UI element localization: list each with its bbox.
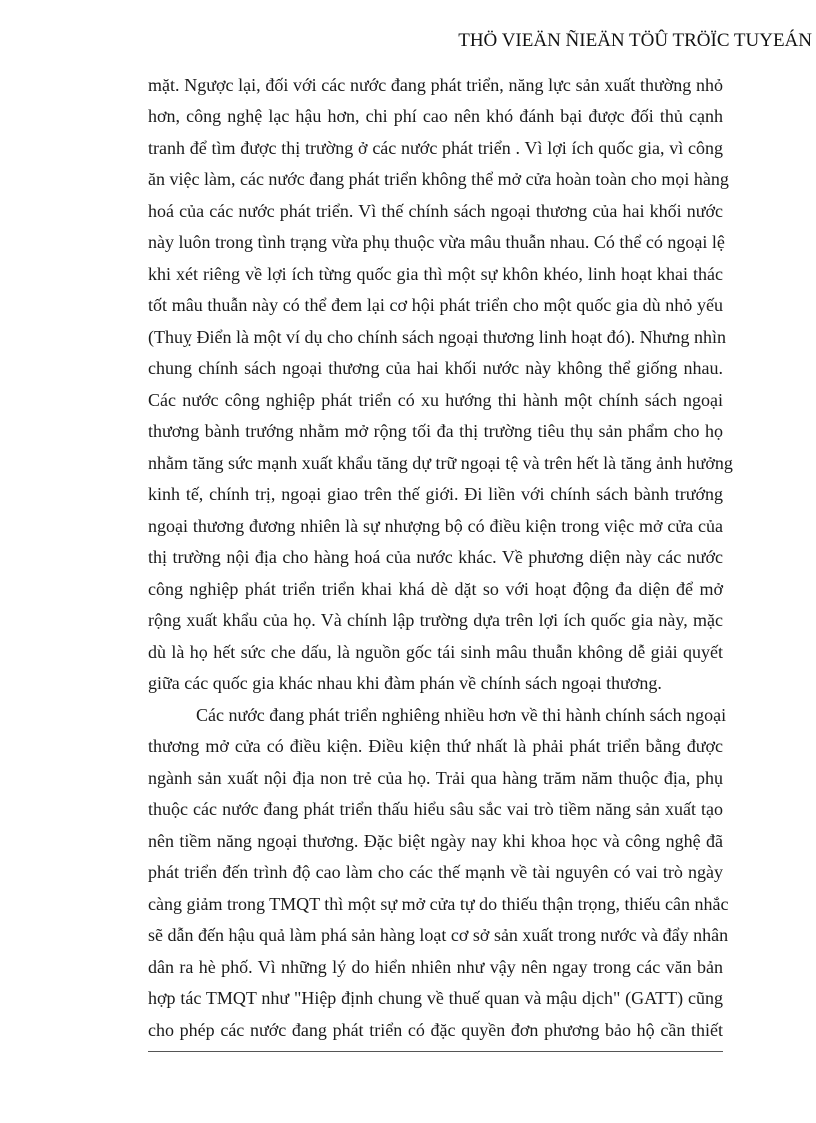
text-line: này luôn trong tình trạng vừa phụ thuộc vừa mâu thuẫn nhau. Có thể có ngoại lệ <box>148 232 725 252</box>
text-line-indent: Các nước đang phát triển nghiêng nhiều hơn về thi hành chính sách ngoại <box>196 705 727 725</box>
text-line: sẽ dẫn đến hậu quả làm phá sản hàng loạt cơ sở sản xuất trong nước và đẩy nhân <box>148 925 729 945</box>
text-line: nên tiềm năng ngoại thương. Đặc biệt ngày nay khi khoa học và công nghệ đã <box>148 831 723 851</box>
text-line: kinh tế, chính trị, ngoại giao trên thế giới. Đi liền với chính sách bành trướng <box>148 484 723 504</box>
text-line: dù là họ hết sức che dấu, là nguồn gốc tái sinh mâu thuẫn không dễ giải quyết <box>148 642 723 662</box>
text-line: Các nước công nghiệp phát triển có xu hướng thi hành một chính sách ngoại <box>148 390 723 410</box>
text-line: hợp tác TMQT như "Hiệp định chung về thuế quan và mậu dịch" (GATT) cũng <box>148 988 723 1008</box>
text-line: khi xét riêng về lợi ích từng quốc gia thì một sự khôn khéo, linh hoạt khai thác <box>148 264 723 284</box>
text-line: càng giảm trong TMQT thì một sự mở cửa tự do thiếu thận trọng, thiếu cân nhắc <box>148 894 729 914</box>
text-line: (Thuỵ Điển là một ví dụ cho chính sách ngoại thương linh hoạt đó). Nhưng nhìn <box>148 327 726 347</box>
text-line: thuộc các nước đang phát triển thấu hiểu sâu sắc vai trò tiềm năng sản xuất tạo <box>148 799 723 819</box>
text-line: tranh để tìm được thị trường ở các nước phát triển . Vì lợi ích quốc gia, vì công <box>148 138 723 158</box>
text-line: ngành sản xuất nội địa non trẻ của họ. Trải qua hàng trăm năm thuộc địa, phụ <box>148 768 723 788</box>
text-line: giữa các quốc gia khác nhau khi đàm phán về chính sách ngoại thương. <box>148 673 662 693</box>
text-line: công nghiệp phát triển triển khai khá dè dặt so với hoạt động đa diện để mở <box>148 579 723 599</box>
text-line: mặt. Ngược lại, đối với các nước đang phát triển, năng lực sản xuất thường nhỏ <box>148 75 723 95</box>
text-line: hoá của các nước phát triển. Vì thế chính sách ngoại thương của hai khối nước <box>148 201 723 221</box>
text-line: ăn việc làm, các nước đang phát triển không thể mở cửa hoàn toàn cho mọi hàng <box>148 169 729 189</box>
text-line: nhằm tăng sức mạnh xuất khẩu tăng dự trữ ngoại tệ và trên hết là tăng ảnh hưởng <box>148 453 733 473</box>
text-line: phát triển đến trình độ cao làm cho các thế mạnh về tài nguyên có vai trò ngày <box>148 862 723 882</box>
text-line: hơn, công nghệ lạc hậu hơn, chi phí cao nên khó đánh bại được đối thủ cạnh <box>148 106 723 126</box>
text-line: dân ra hè phố. Vì những lý do hiển nhiên như vậy nên ngay trong các văn bản <box>148 957 723 977</box>
text-line: thị trường nội địa cho hàng hoá của nước khác. Về phương diện này các nước <box>148 547 723 567</box>
text-line: chung chính sách ngoại thương của hai khối nước này không thể giống nhau. <box>148 358 723 378</box>
text-line: ngoại thương đương nhiên là sự nhượng bộ có điều kiện trong việc mở cửa của <box>148 516 723 536</box>
footer-divider <box>148 1051 723 1052</box>
text-line: thương mở cửa có điều kiện. Điều kiện thứ nhất là phải phát triển bằng được <box>148 736 723 756</box>
text-line: tốt mâu thuẫn này có thể đem lại cơ hội phát triển cho một quốc gia dù nhỏ yếu <box>148 295 723 315</box>
page-header-title: THÖ VIEÄN ÑIEÄN TÖÛ TRÖÏC TUYEÁN <box>458 30 812 51</box>
text-line: cho phép các nước đang phát triển có đặc quyền đơn phương bảo hộ cần thiết <box>148 1020 723 1040</box>
text-line: thương bành trướng nhằm mở rộng tối đa thị trường tiêu thụ sản phẩm cho họ <box>148 421 723 441</box>
text-line: rộng xuất khẩu của họ. Và chính lập trường dựa trên lợi ích quốc gia này, mặc <box>148 610 723 630</box>
